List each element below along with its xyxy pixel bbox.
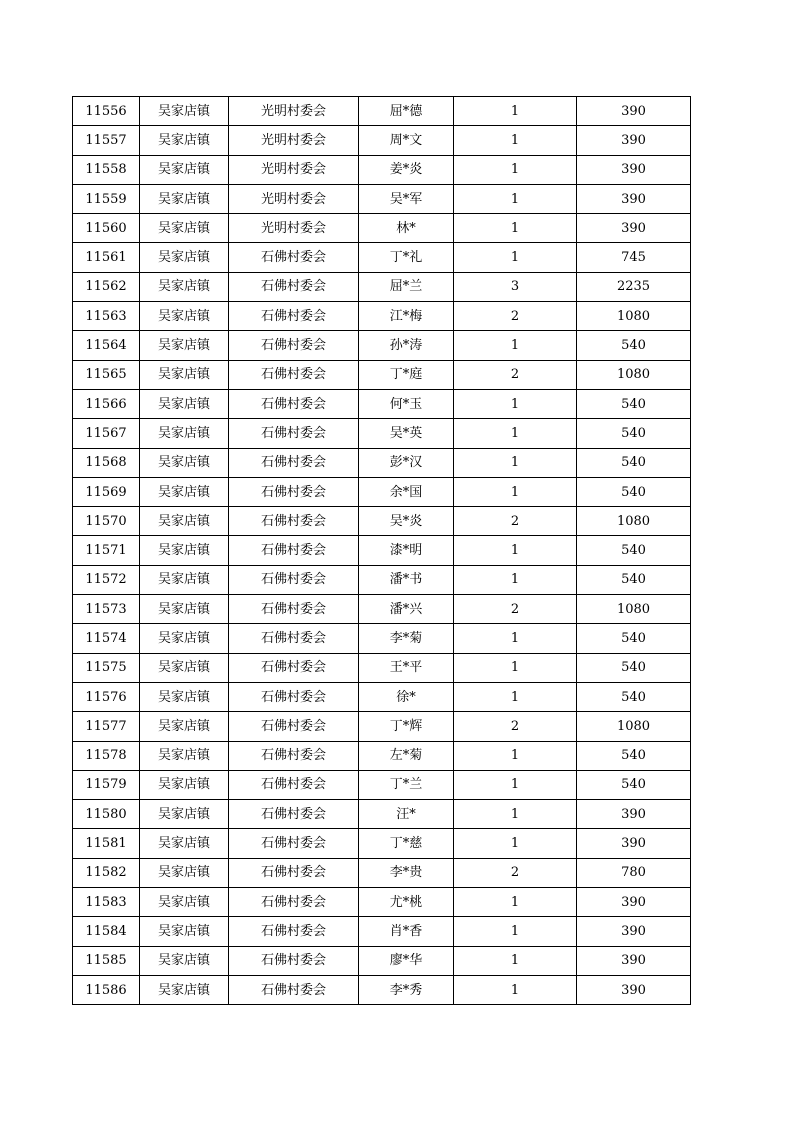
town-cell: 吴家店镇	[140, 214, 229, 243]
town-cell: 吴家店镇	[140, 243, 229, 272]
village-committee-cell: 石佛村委会	[229, 800, 359, 829]
amount-cell: 2235	[577, 272, 691, 301]
name-cell: 尤*桃	[359, 888, 454, 917]
amount-cell: 390	[577, 917, 691, 946]
serial-number-cell: 11556	[73, 97, 140, 126]
name-cell: 吴*英	[359, 419, 454, 448]
amount-cell: 540	[577, 565, 691, 594]
name-cell: 屈*德	[359, 97, 454, 126]
amount-cell: 390	[577, 829, 691, 858]
serial-number-cell: 11571	[73, 536, 140, 565]
serial-number-cell: 11570	[73, 507, 140, 536]
name-cell: 丁*庭	[359, 360, 454, 389]
village-committee-cell: 光明村委会	[229, 184, 359, 213]
table-row	[73, 126, 691, 155]
table-row	[73, 448, 691, 477]
serial-number-cell: 11574	[73, 624, 140, 653]
town-cell: 吴家店镇	[140, 477, 229, 506]
person-count-cell: 1	[454, 682, 577, 711]
person-count-cell: 1	[454, 829, 577, 858]
amount-cell: 390	[577, 800, 691, 829]
amount-cell: 540	[577, 536, 691, 565]
person-count-cell: 2	[454, 712, 577, 741]
amount-cell: 780	[577, 858, 691, 887]
serial-number-cell: 11572	[73, 565, 140, 594]
name-cell: 林*	[359, 214, 454, 243]
person-count-cell: 1	[454, 126, 577, 155]
town-cell: 吴家店镇	[140, 419, 229, 448]
name-cell: 李*菊	[359, 624, 454, 653]
table-row	[73, 302, 691, 331]
table-row	[73, 653, 691, 682]
village-committee-cell: 石佛村委会	[229, 302, 359, 331]
amount-cell: 540	[577, 448, 691, 477]
village-committee-cell: 光明村委会	[229, 155, 359, 184]
town-cell: 吴家店镇	[140, 331, 229, 360]
table-row	[73, 536, 691, 565]
town-cell: 吴家店镇	[140, 97, 229, 126]
table-row	[73, 419, 691, 448]
serial-number-cell: 11557	[73, 126, 140, 155]
amount-cell: 390	[577, 155, 691, 184]
table-row	[73, 595, 691, 624]
table-row	[73, 243, 691, 272]
village-committee-cell: 石佛村委会	[229, 624, 359, 653]
village-committee-cell: 石佛村委会	[229, 770, 359, 799]
amount-cell: 1080	[577, 302, 691, 331]
name-cell: 左*菊	[359, 741, 454, 770]
amount-cell: 540	[577, 477, 691, 506]
table-row	[73, 917, 691, 946]
town-cell: 吴家店镇	[140, 126, 229, 155]
person-count-cell: 1	[454, 448, 577, 477]
person-count-cell: 1	[454, 155, 577, 184]
amount-cell: 1080	[577, 360, 691, 389]
village-committee-cell: 石佛村委会	[229, 360, 359, 389]
table-row	[73, 800, 691, 829]
name-cell: 王*平	[359, 653, 454, 682]
table-row	[73, 624, 691, 653]
amount-cell: 1080	[577, 595, 691, 624]
town-cell: 吴家店镇	[140, 975, 229, 1004]
table-row	[73, 214, 691, 243]
serial-number-cell: 11583	[73, 888, 140, 917]
person-count-cell: 1	[454, 477, 577, 506]
table-row	[73, 477, 691, 506]
table-row	[73, 360, 691, 389]
serial-number-cell: 11585	[73, 946, 140, 975]
town-cell: 吴家店镇	[140, 653, 229, 682]
person-count-cell: 1	[454, 770, 577, 799]
person-count-cell: 1	[454, 97, 577, 126]
table-row	[73, 975, 691, 1004]
serial-number-cell: 11581	[73, 829, 140, 858]
village-committee-cell: 石佛村委会	[229, 419, 359, 448]
table-row	[73, 565, 691, 594]
village-committee-cell: 石佛村委会	[229, 858, 359, 887]
village-committee-cell: 石佛村委会	[229, 741, 359, 770]
town-cell: 吴家店镇	[140, 360, 229, 389]
person-count-cell: 1	[454, 741, 577, 770]
amount-cell: 390	[577, 214, 691, 243]
amount-cell: 540	[577, 741, 691, 770]
village-committee-cell: 石佛村委会	[229, 243, 359, 272]
village-committee-cell: 石佛村委会	[229, 888, 359, 917]
name-cell: 汪*	[359, 800, 454, 829]
village-committee-cell: 石佛村委会	[229, 477, 359, 506]
village-committee-cell: 光明村委会	[229, 214, 359, 243]
amount-cell: 540	[577, 389, 691, 418]
serial-number-cell: 11567	[73, 419, 140, 448]
serial-number-cell: 11582	[73, 858, 140, 887]
name-cell: 李*贵	[359, 858, 454, 887]
serial-number-cell: 11586	[73, 975, 140, 1004]
village-committee-cell: 石佛村委会	[229, 917, 359, 946]
serial-number-cell: 11580	[73, 800, 140, 829]
village-committee-cell: 石佛村委会	[229, 946, 359, 975]
town-cell: 吴家店镇	[140, 888, 229, 917]
table-row	[73, 272, 691, 301]
village-committee-cell: 石佛村委会	[229, 536, 359, 565]
town-cell: 吴家店镇	[140, 682, 229, 711]
person-count-cell: 1	[454, 389, 577, 418]
table-row	[73, 389, 691, 418]
table-row	[73, 858, 691, 887]
table-row	[73, 97, 691, 126]
town-cell: 吴家店镇	[140, 448, 229, 477]
serial-number-cell: 11573	[73, 595, 140, 624]
person-count-cell: 1	[454, 800, 577, 829]
village-committee-cell: 石佛村委会	[229, 712, 359, 741]
name-cell: 周*文	[359, 126, 454, 155]
name-cell: 屈*兰	[359, 272, 454, 301]
village-committee-cell: 石佛村委会	[229, 595, 359, 624]
serial-number-cell: 11565	[73, 360, 140, 389]
village-committee-cell: 石佛村委会	[229, 829, 359, 858]
person-count-cell: 1	[454, 243, 577, 272]
serial-number-cell: 11578	[73, 741, 140, 770]
serial-number-cell: 11579	[73, 770, 140, 799]
serial-number-cell: 11577	[73, 712, 140, 741]
town-cell: 吴家店镇	[140, 741, 229, 770]
person-count-cell: 2	[454, 858, 577, 887]
person-count-cell: 1	[454, 214, 577, 243]
person-count-cell: 1	[454, 653, 577, 682]
amount-cell: 540	[577, 419, 691, 448]
person-count-cell: 1	[454, 565, 577, 594]
person-count-cell: 1	[454, 536, 577, 565]
town-cell: 吴家店镇	[140, 770, 229, 799]
town-cell: 吴家店镇	[140, 858, 229, 887]
name-cell: 漆*明	[359, 536, 454, 565]
name-cell: 潘*兴	[359, 595, 454, 624]
name-cell: 肖*香	[359, 917, 454, 946]
person-count-cell: 2	[454, 595, 577, 624]
town-cell: 吴家店镇	[140, 507, 229, 536]
table-row	[73, 741, 691, 770]
name-cell: 吴*炎	[359, 507, 454, 536]
village-committee-cell: 光明村委会	[229, 126, 359, 155]
serial-number-cell: 11558	[73, 155, 140, 184]
serial-number-cell: 11569	[73, 477, 140, 506]
amount-cell: 390	[577, 126, 691, 155]
serial-number-cell: 11562	[73, 272, 140, 301]
person-count-cell: 1	[454, 419, 577, 448]
name-cell: 余*国	[359, 477, 454, 506]
table-row	[73, 770, 691, 799]
person-count-cell: 1	[454, 331, 577, 360]
roster-table-body	[73, 97, 691, 1005]
amount-cell: 540	[577, 624, 691, 653]
name-cell: 吴*军	[359, 184, 454, 213]
serial-number-cell: 11559	[73, 184, 140, 213]
amount-cell: 540	[577, 682, 691, 711]
village-committee-cell: 石佛村委会	[229, 682, 359, 711]
table-row	[73, 184, 691, 213]
name-cell: 丁*礼	[359, 243, 454, 272]
village-committee-cell: 光明村委会	[229, 97, 359, 126]
name-cell: 廖*华	[359, 946, 454, 975]
amount-cell: 540	[577, 653, 691, 682]
table-row	[73, 712, 691, 741]
serial-number-cell: 11564	[73, 331, 140, 360]
name-cell: 彭*汉	[359, 448, 454, 477]
person-count-cell: 1	[454, 624, 577, 653]
town-cell: 吴家店镇	[140, 536, 229, 565]
person-count-cell: 2	[454, 507, 577, 536]
village-committee-cell: 石佛村委会	[229, 272, 359, 301]
town-cell: 吴家店镇	[140, 595, 229, 624]
table-row	[73, 946, 691, 975]
town-cell: 吴家店镇	[140, 389, 229, 418]
serial-number-cell: 11584	[73, 917, 140, 946]
name-cell: 孙*涛	[359, 331, 454, 360]
name-cell: 潘*书	[359, 565, 454, 594]
name-cell: 何*玉	[359, 389, 454, 418]
town-cell: 吴家店镇	[140, 302, 229, 331]
town-cell: 吴家店镇	[140, 624, 229, 653]
serial-number-cell: 11561	[73, 243, 140, 272]
amount-cell: 540	[577, 770, 691, 799]
village-committee-cell: 石佛村委会	[229, 389, 359, 418]
town-cell: 吴家店镇	[140, 155, 229, 184]
amount-cell: 745	[577, 243, 691, 272]
person-count-cell: 2	[454, 302, 577, 331]
village-committee-cell: 石佛村委会	[229, 975, 359, 1004]
village-committee-cell: 石佛村委会	[229, 507, 359, 536]
person-count-cell: 1	[454, 184, 577, 213]
table-row	[73, 155, 691, 184]
town-cell: 吴家店镇	[140, 917, 229, 946]
serial-number-cell: 11575	[73, 653, 140, 682]
name-cell: 徐*	[359, 682, 454, 711]
town-cell: 吴家店镇	[140, 712, 229, 741]
table-row	[73, 888, 691, 917]
name-cell: 姜*炎	[359, 155, 454, 184]
amount-cell: 390	[577, 184, 691, 213]
serial-number-cell: 11576	[73, 682, 140, 711]
village-committee-cell: 石佛村委会	[229, 448, 359, 477]
person-count-cell: 3	[454, 272, 577, 301]
amount-cell: 390	[577, 97, 691, 126]
table-row	[73, 507, 691, 536]
name-cell: 江*梅	[359, 302, 454, 331]
amount-cell: 1080	[577, 712, 691, 741]
serial-number-cell: 11566	[73, 389, 140, 418]
name-cell: 丁*辉	[359, 712, 454, 741]
person-count-cell: 1	[454, 975, 577, 1004]
amount-cell: 390	[577, 946, 691, 975]
roster-table	[72, 96, 691, 1005]
town-cell: 吴家店镇	[140, 272, 229, 301]
person-count-cell: 2	[454, 360, 577, 389]
person-count-cell: 1	[454, 917, 577, 946]
name-cell: 丁*慈	[359, 829, 454, 858]
town-cell: 吴家店镇	[140, 565, 229, 594]
name-cell: 丁*兰	[359, 770, 454, 799]
serial-number-cell: 11563	[73, 302, 140, 331]
person-count-cell: 1	[454, 888, 577, 917]
village-committee-cell: 石佛村委会	[229, 653, 359, 682]
name-cell: 李*秀	[359, 975, 454, 1004]
table-row	[73, 331, 691, 360]
amount-cell: 390	[577, 975, 691, 1004]
serial-number-cell: 11568	[73, 448, 140, 477]
table-row	[73, 682, 691, 711]
amount-cell: 1080	[577, 507, 691, 536]
amount-cell: 540	[577, 331, 691, 360]
town-cell: 吴家店镇	[140, 800, 229, 829]
person-count-cell: 1	[454, 946, 577, 975]
table-row	[73, 829, 691, 858]
village-committee-cell: 石佛村委会	[229, 331, 359, 360]
town-cell: 吴家店镇	[140, 946, 229, 975]
serial-number-cell: 11560	[73, 214, 140, 243]
amount-cell: 390	[577, 888, 691, 917]
town-cell: 吴家店镇	[140, 184, 229, 213]
village-committee-cell: 石佛村委会	[229, 565, 359, 594]
town-cell: 吴家店镇	[140, 829, 229, 858]
